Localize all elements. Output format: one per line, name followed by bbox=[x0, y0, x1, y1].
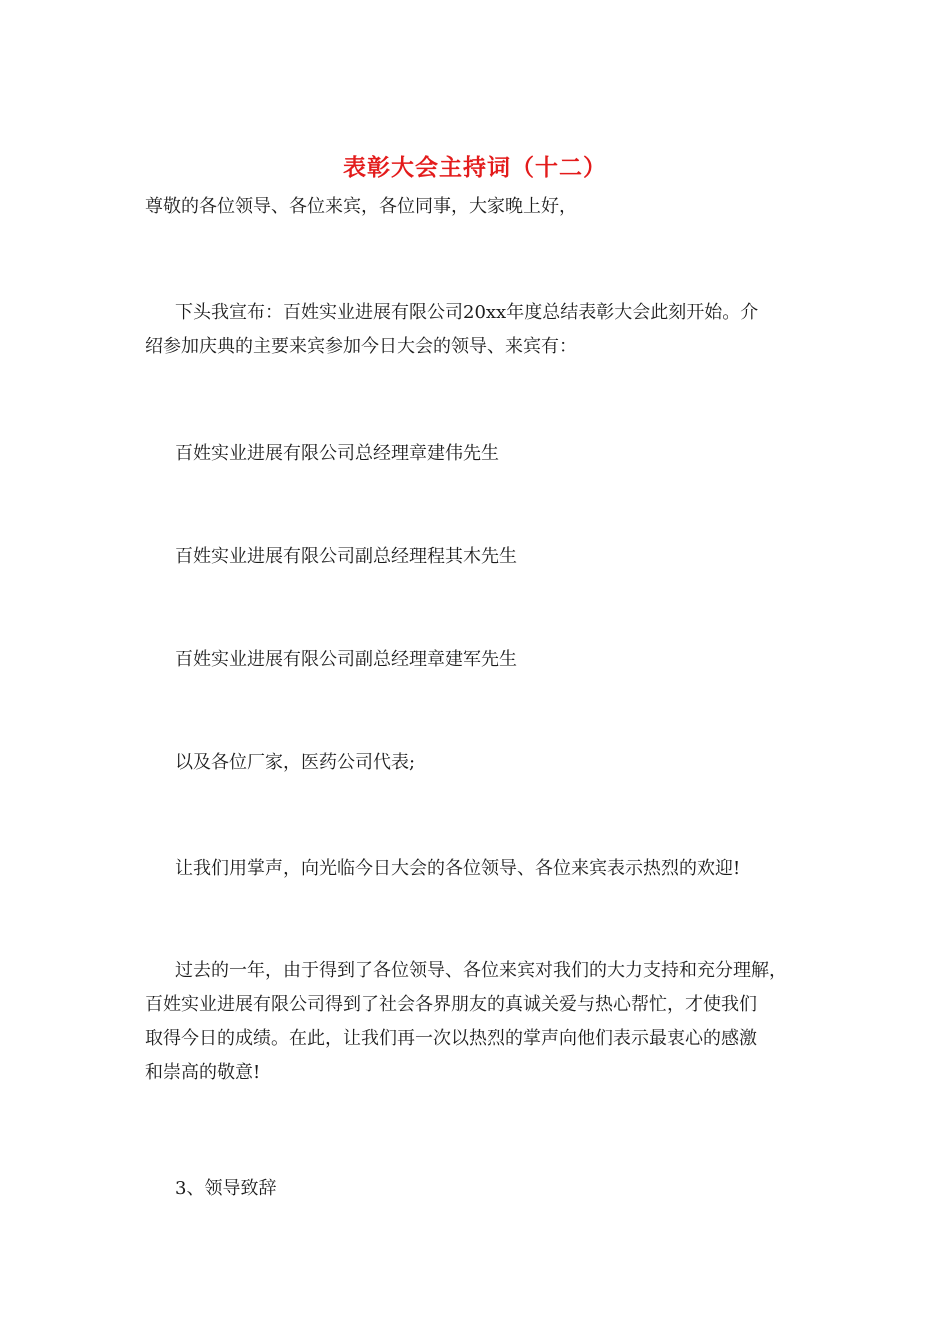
announcement-line-1: 下头我宣布：百姓实业进展有限公司20xx年度总结表彰大会此刻开始。介 bbox=[175, 302, 759, 323]
guest-item-3: 百姓实业进展有限公司副总经理章建军先生 bbox=[175, 649, 517, 670]
thanks-line-1: 过去的一年，由于得到了各位领导、各位来宾对我们的大力支持和充分理解， bbox=[175, 960, 787, 981]
thanks-line-3: 取得今日的成绩。在此，让我们再一次以热烈的掌声向他们表示最衷心的感激 bbox=[145, 1028, 757, 1049]
welcome-paragraph: 让我们用掌声，向光临今日大会的各位领导、各位来宾表示热烈的欢迎! bbox=[175, 858, 741, 879]
guest-item-1: 百姓实业进展有限公司总经理章建伟先生 bbox=[175, 443, 499, 464]
document-title: 表彰大会主持词（十二） bbox=[343, 155, 607, 181]
greeting-paragraph: 尊敬的各位领导、各位来宾，各位同事，大家晚上好， bbox=[145, 196, 577, 217]
guest-item-2: 百姓实业进展有限公司副总经理程其木先生 bbox=[175, 546, 517, 567]
thanks-paragraph bbox=[145, 954, 815, 1090]
announcement-line-2: 绍参加庆典的主要来宾参加今日大会的领导、来宾有： bbox=[145, 336, 577, 357]
others-paragraph: 以及各位厂家，医药公司代表; bbox=[175, 752, 416, 773]
announcement-paragraph bbox=[145, 296, 815, 364]
thanks-line-2: 百姓实业进展有限公司得到了社会各界朋友的真诚关爱与热心帮忙，才使我们 bbox=[145, 994, 757, 1015]
section-3-heading: 3、领导致辞 bbox=[175, 1178, 277, 1199]
thanks-line-4: 和崇高的敬意! bbox=[145, 1062, 261, 1083]
